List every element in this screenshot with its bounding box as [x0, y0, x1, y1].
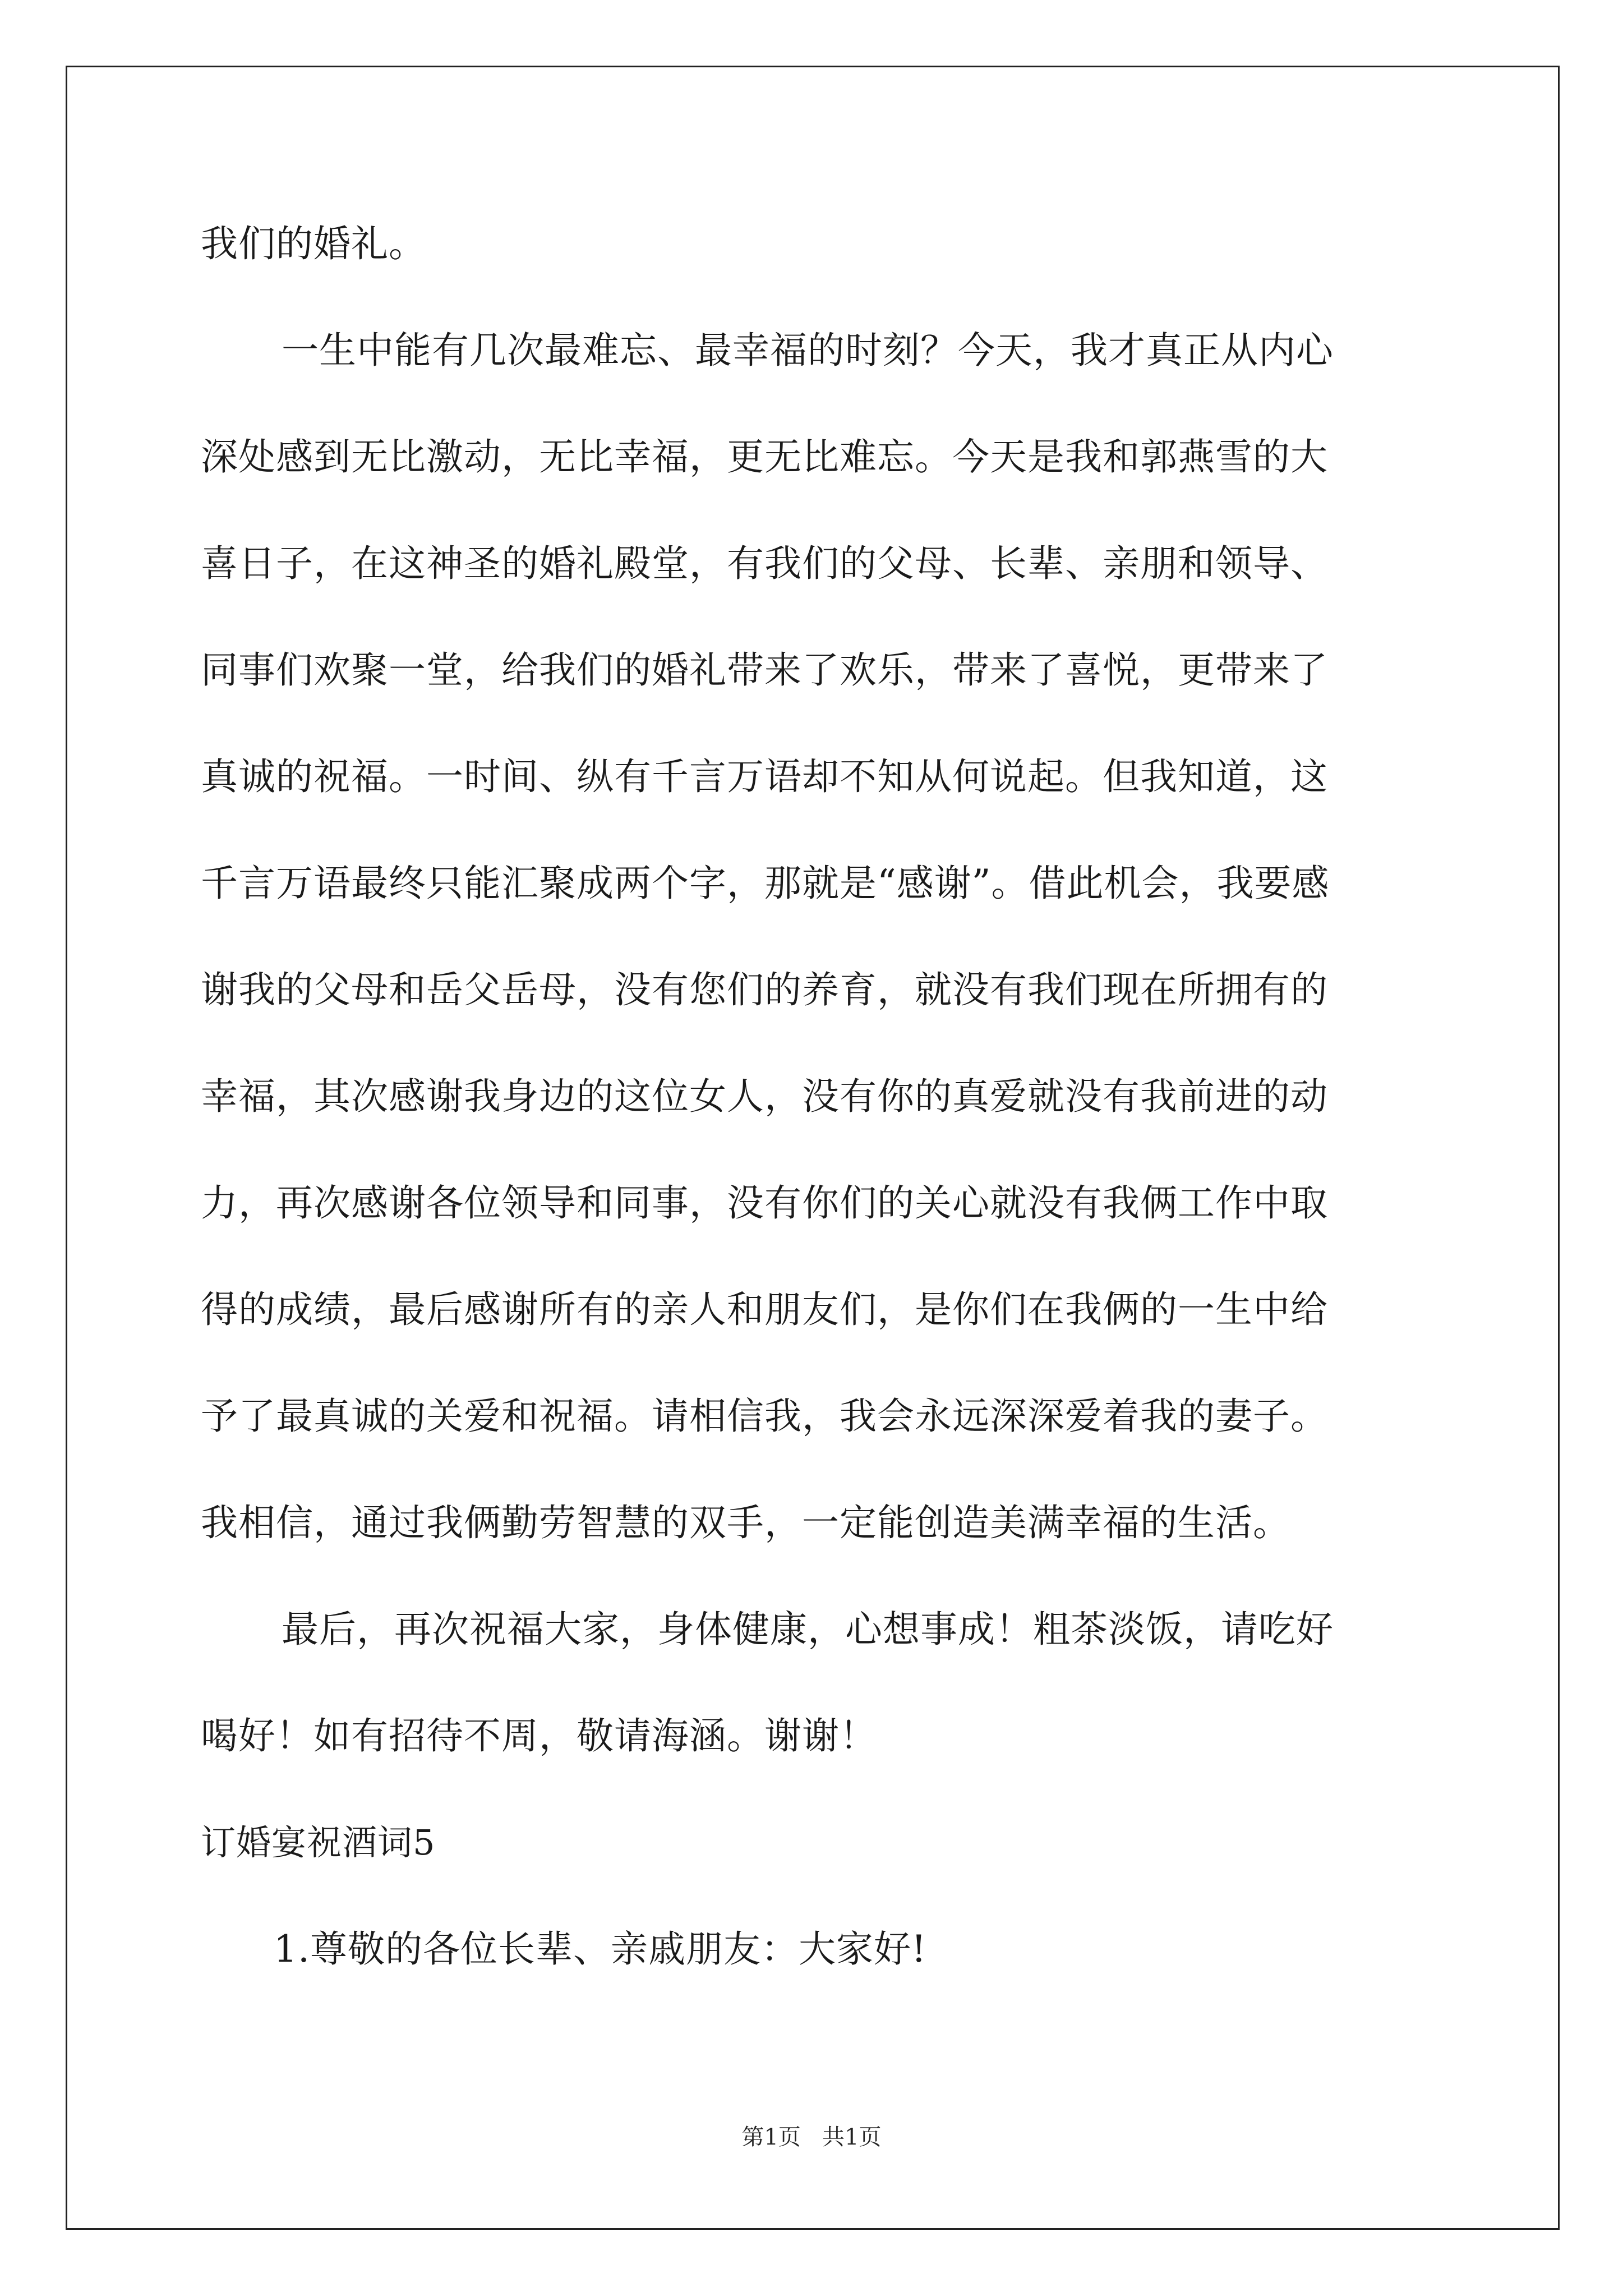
numbered-item: 1.尊敬的各位长辈、亲戚朋友：大家好!: [274, 1927, 927, 1971]
paragraph-line: 得的成绩，最后感谢所有的亲人和朋友们，是你们在我俩的一生中给: [201, 1288, 1328, 1331]
paragraph-line: 深处感到无比激动，无比幸福，更无比难忘。今天是我和郭燕雪的大: [201, 435, 1328, 478]
paragraph-line: 我相信，通过我俩勤劳智慧的双手，一定能创造美满幸福的生活。: [201, 1501, 1290, 1544]
page-number: 第1页 共1页: [741, 2124, 882, 2150]
paragraph-line: 喝好！如有招待不周，敬请海涵。谢谢！: [201, 1714, 877, 1757]
paragraph-line: 真诚的祝福。一时间、纵有千言万语却不知从何说起。但我知道，这: [201, 755, 1328, 798]
paragraph-line: 最后，再次祝福大家，身体健康，心想事成！粗茶淡饭，请吃好: [282, 1608, 1334, 1651]
paragraph-line: 一生中能有几次最难忘、最幸福的时刻？今天，我才真正从内心: [282, 329, 1334, 372]
page-border: [66, 66, 1560, 2230]
paragraph-line: 千言万语最终只能汇聚成两个字，那就是“感谢”。借此机会，我要感: [201, 862, 1330, 905]
paragraph-line: 幸福，其次感谢我身边的这位女人，没有你的真爱就没有我前进的动: [201, 1075, 1328, 1118]
paragraph-line: 予了最真诚的关爱和祝福。请相信我，我会永远深深爱着我的妻子。: [201, 1395, 1328, 1438]
paragraph-line: 谢我的父母和岳父岳母，没有您们的养育，就没有我们现在所拥有的: [201, 968, 1328, 1011]
paragraph-line: 同事们欢聚一堂，给我们的婚礼带来了欢乐，带来了喜悦，更带来了: [201, 648, 1328, 692]
paragraph-line: 我们的婚礼。: [201, 222, 426, 265]
section-heading: 订婚宴祝酒词5: [201, 1822, 436, 1863]
paragraph-line: 力，再次感谢各位领导和同事，没有你们的关心就没有我俩工作中取: [201, 1181, 1328, 1225]
paragraph-line: 喜日子，在这神圣的婚礼殿堂，有我们的父母、长辈、亲朋和领导、: [201, 542, 1328, 585]
page-footer: [0, 2120, 1623, 2154]
